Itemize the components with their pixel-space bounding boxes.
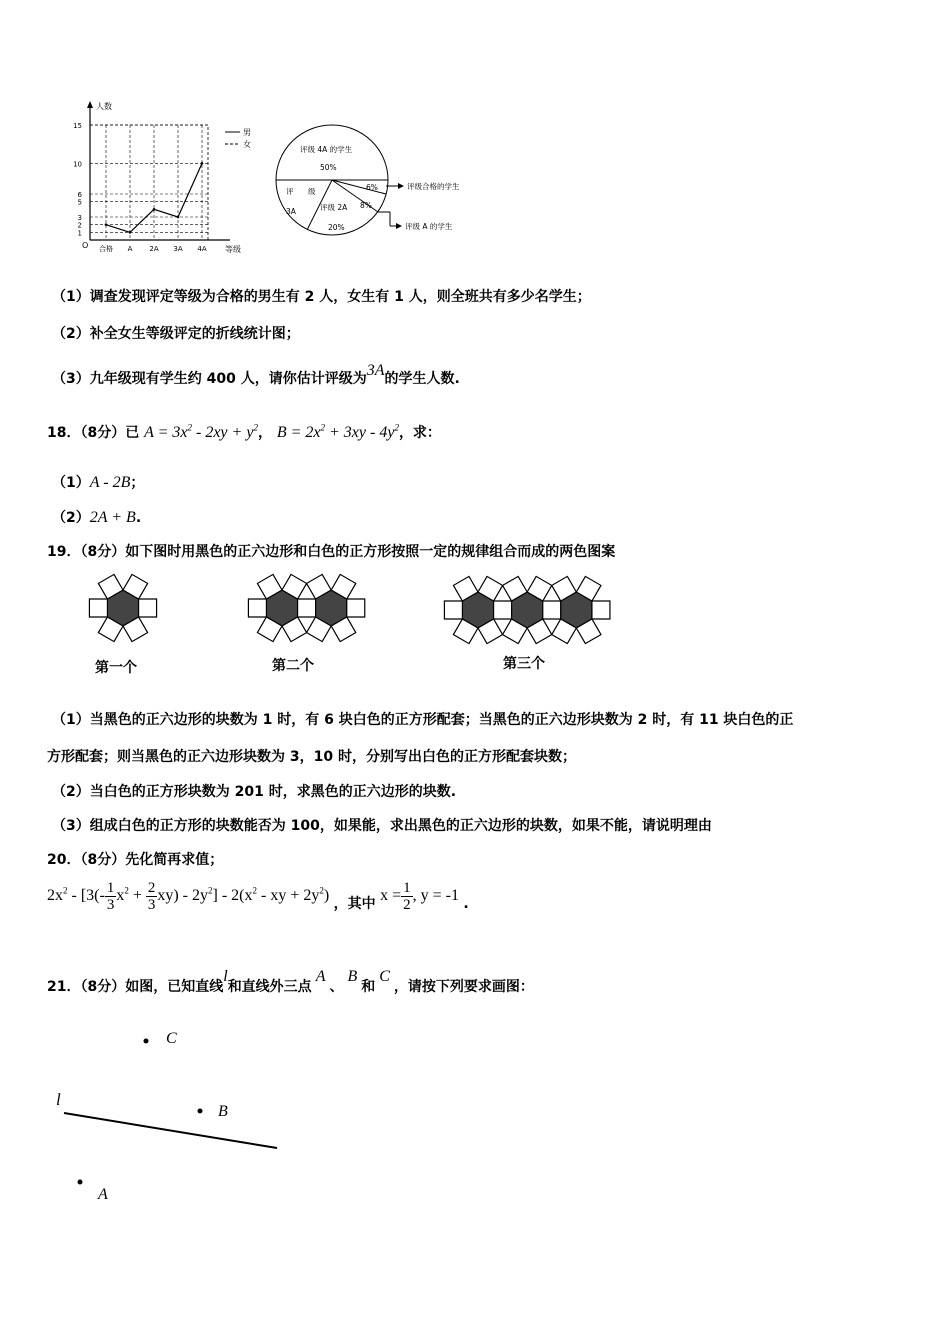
q17-part1: （1）调查发现评定等级为合格的男生有 2 人，女生有 1 人，则全班共有多少名学生； (52, 289, 591, 305)
square-1-0-left (89, 599, 107, 617)
y-tick-2: 2 (77, 221, 82, 230)
y-tick-6: 6 (77, 191, 82, 199)
x-axis-label: 等级 (225, 245, 241, 254)
square-2-0-left (248, 599, 266, 617)
q19-pattern-figure (80, 570, 640, 680)
pattern-caption-1: 第一个 (95, 660, 137, 676)
q19-stem: 19．（8分）如下图时用黑色的正六边形和白色的正方形按照一定的规律组合而成的两色图案 (47, 544, 616, 560)
origin-label: O (82, 241, 89, 250)
y-tick-5: 5 (77, 198, 82, 207)
label-l: l (56, 1090, 61, 1109)
legend-female: 女 (243, 140, 251, 149)
q20-expression: $2x^2 - [3(-$ $\frac{1}{3}$ $x^2$ + $\frac{2}{3}$ $xy) - 2y^2] - 2(x^2$ - xy + $2y^2$) ，其中 x = $\frac{1}{2}$ , y = -1 . (47, 880, 469, 913)
square-2-0-right (298, 599, 316, 617)
pie-chart (270, 122, 500, 242)
q18-part1: （1）A - 2B； (52, 474, 145, 491)
q19-part3: （3）组成白色的正方形的块数能否为 100，如果能，求出黑色的正六边形的块数，如果不能，请说明理由 (52, 818, 712, 834)
pie-4a-label: 评级 4A 的学生 (300, 145, 353, 154)
line-chart (60, 95, 250, 260)
q19-part2: （2）当白色的正方形块数为 201 时，求黑色的正六边形的块数. (52, 784, 457, 800)
x-tick-3: 3A (173, 245, 183, 253)
x-tick-1: A (127, 245, 133, 253)
pie-6-pct: 6% (366, 183, 378, 192)
q18-part2: （2）2A + B. (52, 509, 142, 526)
line-l (64, 1113, 277, 1148)
point-c (144, 1039, 149, 1044)
point-b (198, 1109, 203, 1114)
x-tick-0: 合格 (99, 245, 113, 253)
q18-eq-a: $A = 3x^2 - 2xy + y^2$ (144, 422, 258, 441)
pie-3a-label-2: 级 (308, 187, 316, 196)
pie-callout-a: 评级 A 的学生 (405, 222, 453, 231)
q17-part2: （2）补全女生等级评定的折线统计图； (52, 326, 300, 342)
pie-8-pct: 8% (360, 201, 372, 210)
q21-stem: 21．（8分）如图，已知直线l和直线外三点A、B和C，请按下列要求画图： (47, 968, 534, 995)
square-3-0-right (494, 601, 512, 619)
q20-stem: 20．（8分）先化简再求值； (47, 852, 224, 868)
x-tick-2: 2A (149, 245, 159, 253)
x-tick-4: 4A (197, 245, 207, 253)
series-male-point-2 (153, 208, 156, 211)
q17-part3: （3）九年级现有学生约 400 人，请你估计评级为3A的学生人数. (52, 362, 460, 387)
square-3-1-right (543, 601, 561, 619)
q18-stem: 18．（8分）已 $A = 3x^2 - 2xy + y^2$， $B = 2x^2 + 3xy - 4y^2$，求： (47, 422, 441, 441)
pie-callout-pass: 评级合格的学生 (407, 182, 460, 191)
y-tick-1: 1 (77, 229, 82, 238)
pattern-caption-3: 第三个 (503, 656, 545, 672)
y-tick-3: 3 (77, 214, 82, 222)
square-2-1-right (347, 599, 365, 617)
y-tick-10: 10 (73, 160, 82, 169)
q18-eq-b: $B = 2x^2 + 3xy - 4y^2$ (276, 422, 399, 441)
square-3-2-right (592, 601, 610, 619)
series-male-point-3 (177, 216, 180, 219)
y-tick-15: 15 (73, 122, 82, 130)
square-1-0-right (139, 599, 157, 617)
y-axis-label: 人数 (96, 102, 112, 111)
series-male-point-4 (201, 162, 204, 165)
label-a: A (98, 1186, 108, 1203)
label-c: C (166, 1030, 177, 1047)
pie-3a-label-1: 评 (286, 187, 294, 196)
q19-part1-a: （1）当黑色的正六边形的块数为 1 时，有 6 块白色的正方形配套；当黑色的正六边形块数为 2 时，有 11 块白色的正 (52, 712, 794, 728)
pie-2a-pct: 20% (328, 223, 345, 232)
q19-part1-b: 方形配套；则当黑色的正六边形块数为 3，10 时，分别写出白色的正方形配套块数； (47, 749, 576, 765)
series-male-point-0 (105, 223, 108, 226)
pie-4a-pct: 50% (320, 163, 337, 172)
q21-figure (40, 1015, 320, 1215)
series-male-point-1 (129, 231, 132, 234)
square-3-0-left (444, 601, 462, 619)
pie-3a-label-3: 3A (286, 207, 296, 216)
point-a (78, 1180, 83, 1185)
label-b: B (218, 1103, 228, 1120)
pie-2a-label: 评级 2A (320, 203, 348, 212)
pattern-caption-2: 第二个 (272, 658, 314, 674)
legend-male: 男 (243, 128, 251, 137)
q17-3a-math: 3A (366, 362, 385, 379)
